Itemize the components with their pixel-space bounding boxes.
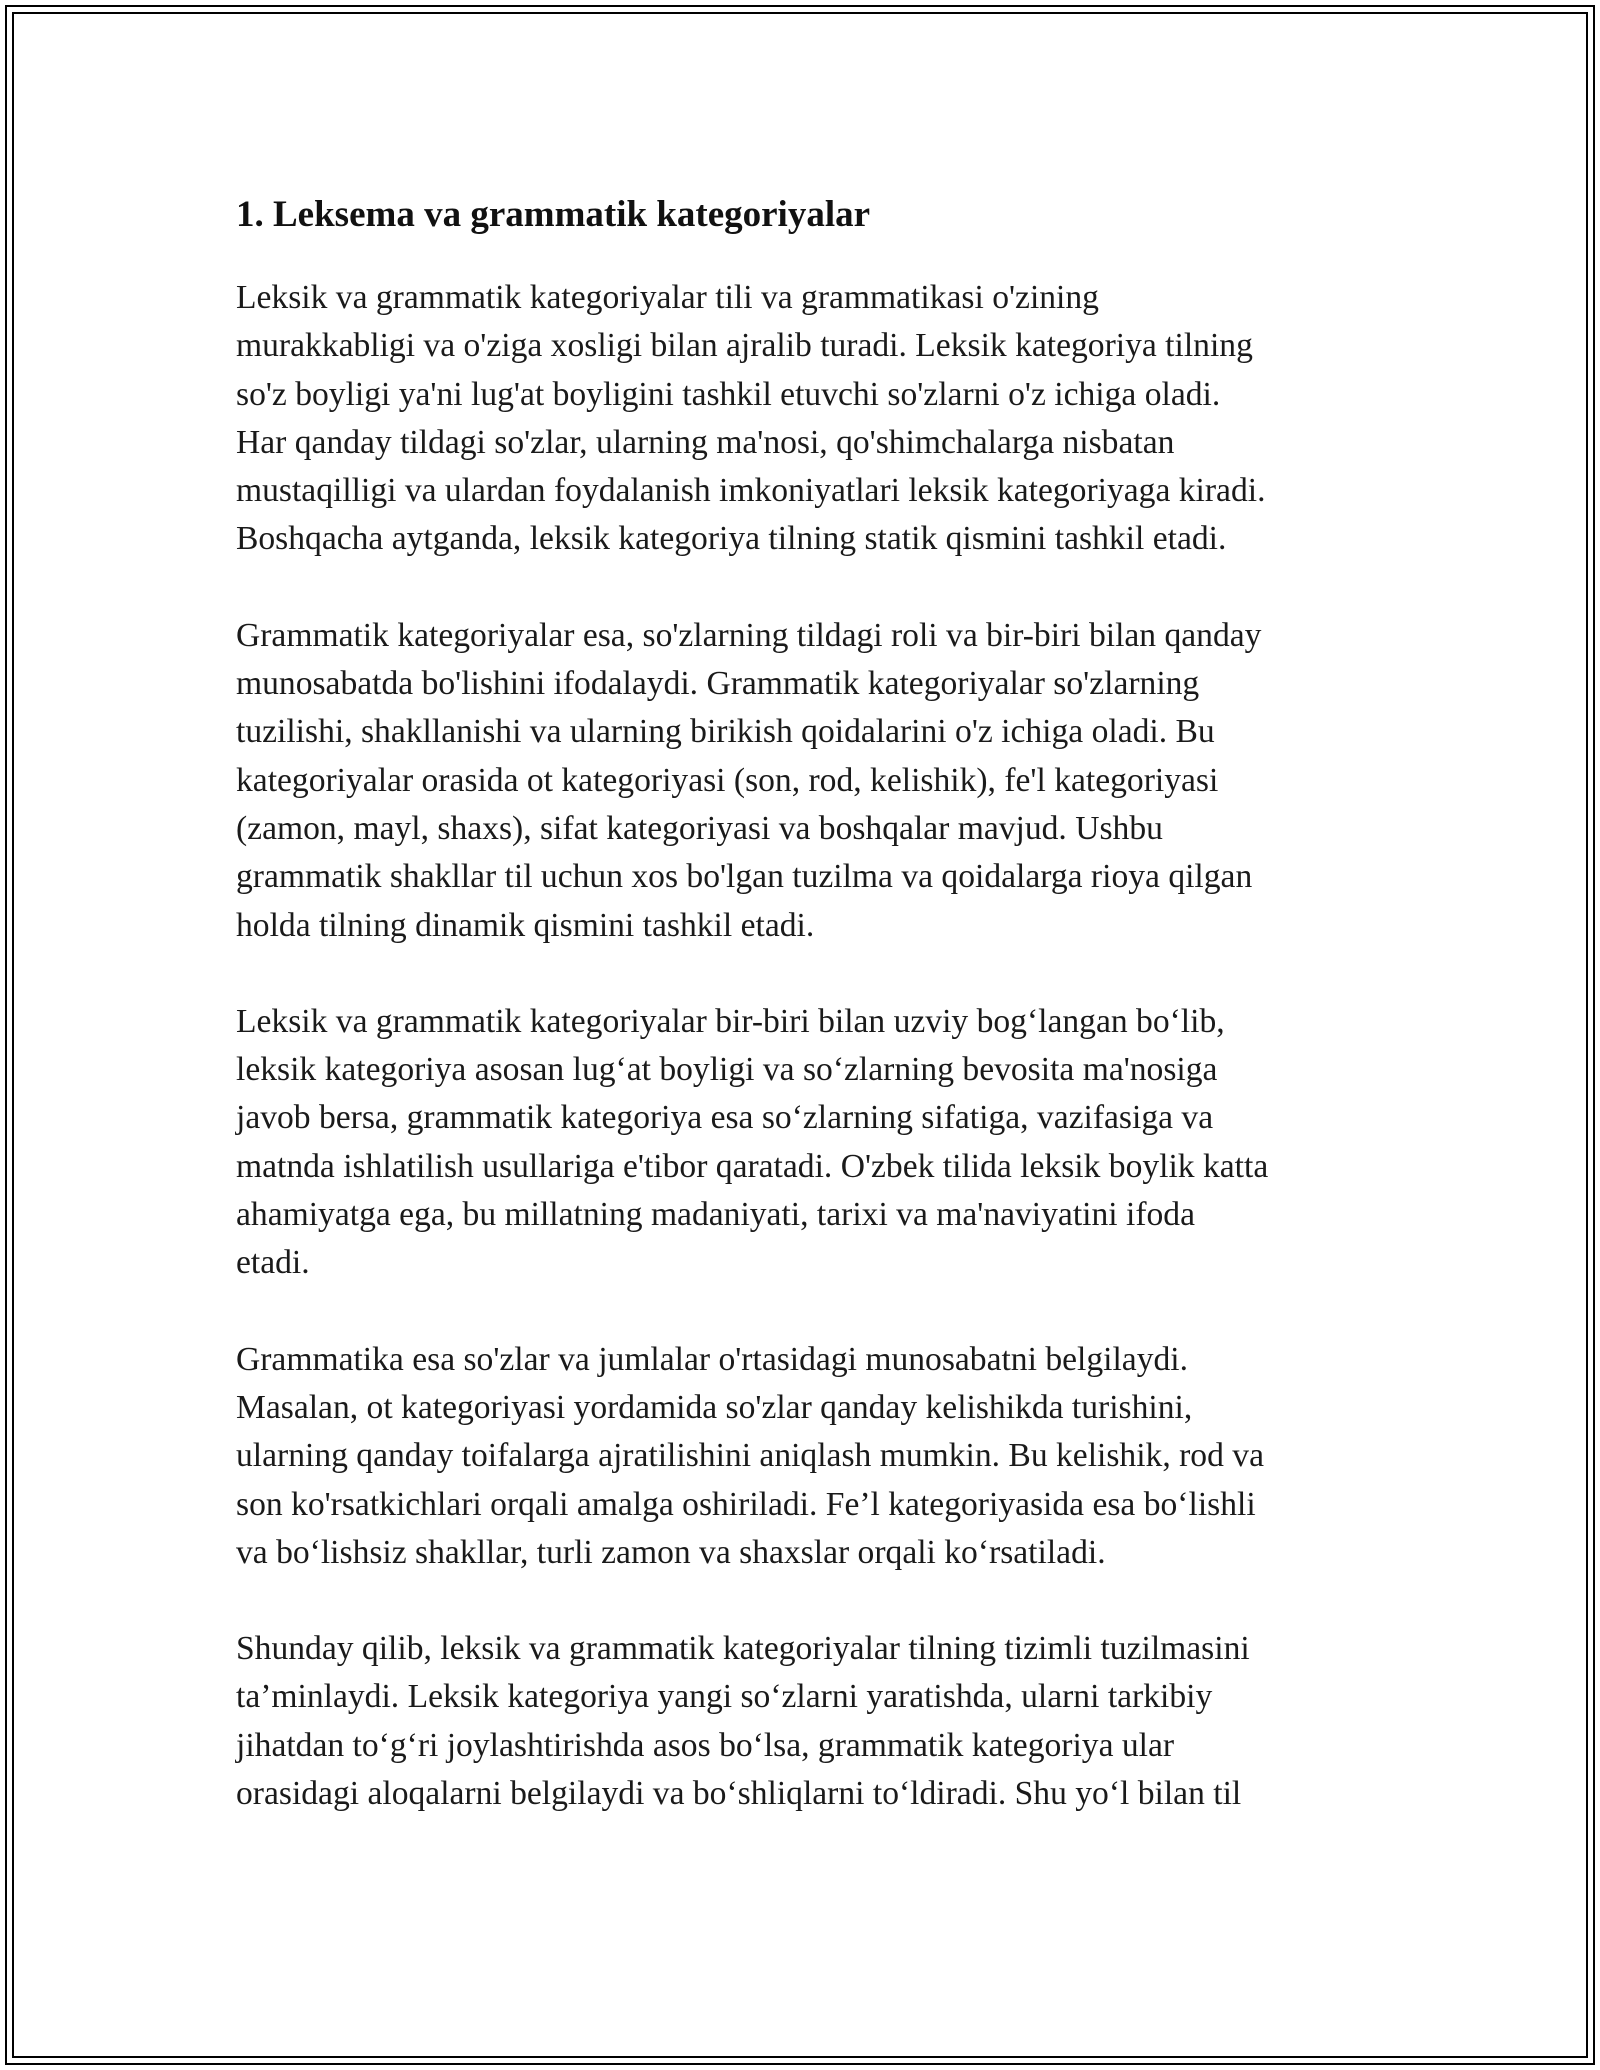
text-line: kategoriyalar orasida ot kategoriyasi (son, rod, kelishik), fe'l kategoriyasi xyxy=(236,761,1219,799)
text-line: leksik kategoriya asosan lug‘at boyligi va so‘zlarning bevosita ma'nosiga xyxy=(236,1051,1218,1089)
text-line: holda tilning dinamik qismini tashkil etadi. xyxy=(236,906,815,944)
text-line: tuzilishi, shakllanishi va ularning birikish qoidalarini o'z ichiga oladi. Bu xyxy=(236,713,1215,751)
text-line: Masalan, ot kategoriyasi yordamida so'zlar qanday kelishikda turishini, xyxy=(236,1388,1193,1426)
text-line: Har qanday tildagi so'zlar, ularning ma'nosi, qo'shimchalarga nisbatan xyxy=(236,423,1175,461)
paragraph-5 xyxy=(236,1625,1366,1818)
text-line: (zamon, mayl, shaxs), sifat kategoriyasi va boshqalar mavjud. Ushbu xyxy=(236,809,1163,847)
text-line: ta’minlaydi. Leksik kategoriya yangi so‘zlarni yaratishda, ularni tarkibiy xyxy=(236,1678,1213,1716)
text-line: Grammatika esa so'zlar va jumlalar o'rtasidagi munosabatni belgilaydi. xyxy=(236,1340,1188,1378)
text-line: matnda ishlatilish usullariga e'tibor qaratadi. O'zbek tilida leksik boylik katta xyxy=(236,1147,1269,1185)
text-line: son ko'rsatkichlari orqali amalga oshiriladi. Fe’l kategoriyasida esa bo‘lishli xyxy=(236,1485,1256,1523)
text-line: grammatik shakllar til uchun xos bo'lgan tuzilma va qoidalarga rioya qilgan xyxy=(236,858,1253,896)
text-line: Leksik va grammatik kategoriyalar tili va grammatikasi o'zining xyxy=(236,279,1099,316)
text-line: munosabatda bo'lishini ifodalaydi. Grammatik kategoriyalar so'zlarning xyxy=(236,665,1200,703)
paragraph-4 xyxy=(236,1336,1366,1577)
section-heading: 1. Leksema va grammatik kategoriyalar xyxy=(236,194,871,235)
text-line: Shunday qilib, leksik va grammatik kategoriyalar tilning tizimli tuzilmasini xyxy=(236,1630,1250,1668)
text-line: jihatdan to‘g‘ri joylashtirishda asos bo‘lsa, grammatik kategoriya ular xyxy=(236,1726,1175,1764)
paragraph-2 xyxy=(236,612,1366,950)
text-line: Boshqacha aytganda, leksik kategoriya tilning statik qismini tashkil etadi. xyxy=(236,520,1227,558)
text-line: ahamiyatga ega, bu millatning madaniyati, tarixi va ma'naviyatini ifoda xyxy=(236,1196,1195,1234)
text-line: Leksik va grammatik kategoriyalar bir-biri bilan uzviy bog‘langan bo‘lib, xyxy=(236,1002,1225,1040)
text-line: Grammatik kategoriyalar esa, so'zlarning tildagi roli va bir-biri bilan qanday xyxy=(236,616,1262,654)
text-line: etadi. xyxy=(236,1244,310,1282)
text-line: va bo‘lishsiz shakllar, turli zamon va shaxslar orqali ko‘rsatiladi. xyxy=(236,1533,1106,1571)
text-line: ularning qanday toifalarga ajratilishini aniqlash mumkin. Bu kelishik, rod va xyxy=(236,1437,1264,1475)
text-line: murakkabligi va o'ziga xosligi bilan ajralib turadi. Leksik kategoriya tilning xyxy=(236,327,1253,365)
text-line: so'z boyligi ya'ni lug'at boyligini tashkil etuvchi so'zlarni o'z ichiga oladi. xyxy=(236,375,1221,413)
document-body xyxy=(236,186,1366,1866)
text-line: orasidagi aloqalarni belgilaydi va bo‘shliqlarni to‘ldiradi. Shu yo‘l bilan til xyxy=(236,1775,1242,1813)
text-line: mustaqilligi va ulardan foydalanish imkoniyatlari leksik kategoriyaga kiradi. xyxy=(236,472,1266,510)
paragraph-1 xyxy=(236,274,1366,564)
text-line: javob bersa, grammatik kategoriya esa so‘zlarning sifatiga, vazifasiga va xyxy=(236,1099,1214,1137)
paragraph-3 xyxy=(236,998,1366,1288)
